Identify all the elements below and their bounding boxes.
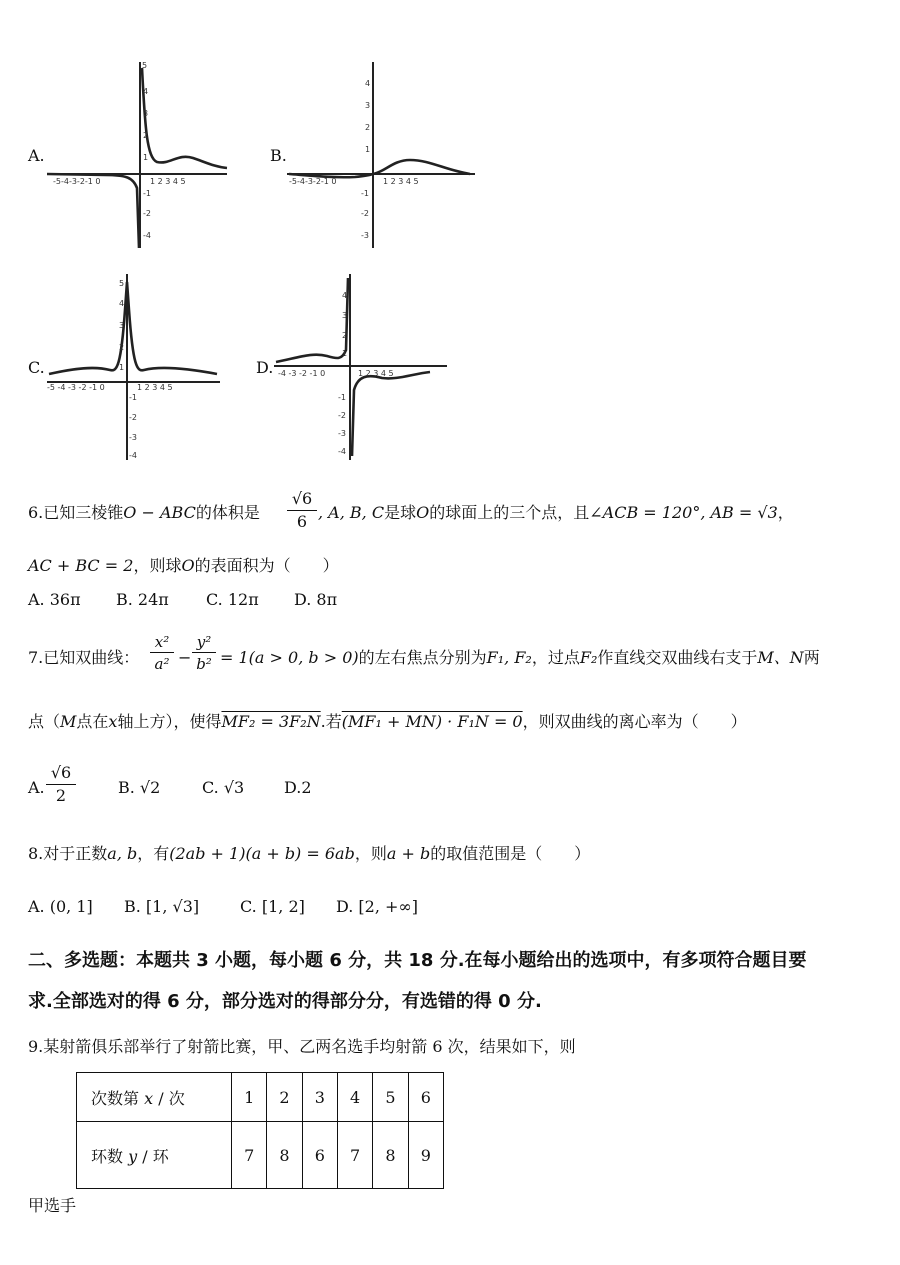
q8-option-b: B. [1, √3] xyxy=(124,897,200,916)
q7-text4: 两 xyxy=(803,648,820,667)
row-unit: / 环 xyxy=(142,1146,169,1166)
q7-line2 xyxy=(28,712,747,732)
svg-text:1: 1 xyxy=(119,363,125,372)
table-cell: 3 xyxy=(302,1073,337,1122)
q7-text3: 作直线交双曲线右支于 xyxy=(597,648,758,667)
q8-prefix: 8.对于正数 xyxy=(28,844,108,863)
svg-text:-1: -1 xyxy=(338,393,346,402)
section2-line2: 求.全部选对的得 6 分，部分选对的得部分分，有选错的得 0 分. xyxy=(28,991,542,1012)
q6-sum: AC + BC = 2 xyxy=(28,556,134,575)
q6-pyramid: O − ABC xyxy=(123,503,196,522)
svg-text:-1: -1 xyxy=(129,393,137,402)
q7-l2d: .若 xyxy=(320,712,342,731)
q7-b2: b² xyxy=(196,655,212,673)
head-label-text: 次数第 xyxy=(91,1088,140,1108)
table-row xyxy=(77,1122,444,1189)
q6-option-d: D. 8π xyxy=(294,590,338,609)
q8-end: 的取值范围是（ ） xyxy=(430,844,591,863)
table-cell: 4 xyxy=(337,1073,372,1122)
svg-text:-5-4-3-2-1 0: -5-4-3-2-1 0 xyxy=(53,177,101,186)
graph-d xyxy=(272,270,452,462)
q7-foci: F₁, F₂ xyxy=(486,648,532,667)
table-cell: 9 xyxy=(408,1122,443,1189)
table-cell: 5 xyxy=(373,1073,408,1122)
q7-minus: − xyxy=(178,648,192,667)
q7-line1-rest xyxy=(220,648,820,668)
q8-ab: a, b xyxy=(107,844,138,863)
q7-l2c: 轴上方），使得 xyxy=(117,712,222,731)
q7-eq-rest: = 1(a > 0, b > 0) xyxy=(220,648,359,667)
head-unit: / 次 xyxy=(158,1088,185,1108)
svg-text:-4: -4 xyxy=(338,447,346,456)
q7-option-c: C. √3 xyxy=(202,778,245,797)
q9-table xyxy=(76,1072,444,1189)
svg-text:-5-4-3-2-1 0: -5-4-3-2-1 0 xyxy=(289,177,337,186)
table-row-label xyxy=(77,1122,232,1189)
table-cell: 6 xyxy=(302,1122,337,1189)
q7-text2: ，过点 xyxy=(531,648,580,667)
svg-text:4: 4 xyxy=(342,291,348,300)
svg-text:4: 4 xyxy=(365,79,371,88)
q7-opt-a-den: 2 xyxy=(55,786,67,805)
svg-text:2: 2 xyxy=(342,331,348,340)
q6-angle: ∠ACB = 120°, AB = √3 xyxy=(589,503,778,522)
q7-frac-y xyxy=(192,632,216,675)
graph-c xyxy=(45,270,225,462)
option-c-label: C. xyxy=(28,358,45,377)
q7-l2b: 点在 xyxy=(76,712,109,731)
q8-line xyxy=(28,844,590,864)
q8-apb: a + b xyxy=(386,844,431,863)
q6-prefix: 6.已知三棱锥 xyxy=(28,503,124,522)
q7-l2a: 点（ xyxy=(28,712,61,731)
q6-after2: 的球面上的三个点，且 xyxy=(429,503,590,522)
q7-vec-dot: (MF₁ + MN) · F₁N = 0 xyxy=(341,712,523,731)
table-cell: 7 xyxy=(337,1122,372,1189)
q8-mid2: ，则 xyxy=(354,844,387,863)
q8-options xyxy=(28,897,418,917)
svg-text:3: 3 xyxy=(365,101,371,110)
q6-points: , A, B, C xyxy=(318,503,385,522)
table-cell: 1 xyxy=(232,1073,267,1122)
q6-sphere-2: O xyxy=(181,556,195,575)
q7-option-a-fraction xyxy=(46,762,76,807)
q6-text2: 的表面积为（ ） xyxy=(194,556,339,575)
q7-a2: a² xyxy=(154,655,170,673)
option-b-label: B. xyxy=(270,146,287,165)
q8-option-a: A. (0, 1] xyxy=(28,897,93,916)
svg-text:-1: -1 xyxy=(361,189,369,198)
table-row xyxy=(77,1073,444,1122)
svg-text:-2: -2 xyxy=(129,413,137,422)
option-a-label: A. xyxy=(28,146,45,165)
q9-caption: 甲选手 xyxy=(28,1196,77,1215)
q7-vec-eq: MF₂ = 3F₂N xyxy=(221,712,321,731)
table-cell: 7 xyxy=(232,1122,267,1189)
svg-text:5: 5 xyxy=(119,279,125,288)
row-label-text: 环数 xyxy=(91,1146,124,1166)
option-d-label: D. xyxy=(256,358,274,377)
q6-line1-rest xyxy=(318,503,794,523)
q6-end: ， xyxy=(777,503,794,522)
graph-b xyxy=(285,58,480,250)
table-cell: 6 xyxy=(408,1073,443,1122)
section2-line1: 二、多选题：本题共 3 小题，每小题 6 分，共 18 分.在每小题给出的选项中，有多项符合题目要 xyxy=(28,950,807,971)
svg-text:-4: -4 xyxy=(143,231,151,240)
q6-option-c: C. 12π xyxy=(206,590,259,609)
q8-option-c: C. [1, 2] xyxy=(240,897,305,916)
q9-text: 9.某射箭俱乐部举行了射箭比赛，甲、乙两名选手均射箭 6 次，结果如下，则 xyxy=(28,1037,576,1056)
q6-options xyxy=(28,590,337,610)
svg-text:3: 3 xyxy=(143,109,149,118)
q6-line1 xyxy=(28,503,260,523)
q7-option-a-label: A. xyxy=(28,778,45,797)
svg-text:-2: -2 xyxy=(361,209,369,218)
q6-text: ，则球 xyxy=(133,556,182,575)
svg-text:-4 -3 -2 -1 0: -4 -3 -2 -1 0 xyxy=(278,369,326,378)
table-cell: 8 xyxy=(267,1122,302,1189)
svg-text:-4: -4 xyxy=(129,451,137,460)
svg-text:-3: -3 xyxy=(129,433,137,442)
q6-option-a: A. 36π xyxy=(28,590,81,609)
svg-text:3: 3 xyxy=(119,321,125,330)
svg-text:5: 5 xyxy=(142,61,148,70)
q7-text1: 的左右焦点分别为 xyxy=(358,648,487,667)
q6-volume-fraction xyxy=(287,488,317,533)
row-var: y xyxy=(128,1146,138,1166)
table-head-label xyxy=(77,1073,232,1122)
q7-x2: x² xyxy=(150,632,174,653)
svg-text:2: 2 xyxy=(143,131,149,140)
svg-text:2: 2 xyxy=(365,123,371,132)
svg-text:4: 4 xyxy=(143,87,149,96)
q6-volume-num: √6 xyxy=(287,488,317,511)
svg-text:-3: -3 xyxy=(338,429,346,438)
graph-a xyxy=(45,58,235,250)
svg-text:-2: -2 xyxy=(143,209,151,218)
head-var: x xyxy=(144,1088,154,1108)
svg-text:-2: -2 xyxy=(338,411,346,420)
q6-after: 是球 xyxy=(384,503,417,522)
svg-text:1 2 3 4 5: 1 2 3 4 5 xyxy=(137,383,173,392)
q7-option-b: B. √2 xyxy=(118,778,161,797)
q6-mid: 的体积是 xyxy=(195,503,260,522)
svg-text:1: 1 xyxy=(365,145,371,154)
svg-text:1: 1 xyxy=(342,349,348,358)
q7-frac-x xyxy=(150,632,174,675)
svg-text:1: 1 xyxy=(143,153,149,162)
q7-xv: x xyxy=(108,712,118,731)
svg-text:-5 -4 -3 -2 -1 0: -5 -4 -3 -2 -1 0 xyxy=(47,383,105,392)
q8-mid: ，有 xyxy=(137,844,170,863)
q7-l2e: ，则双曲线的离心率为（ ） xyxy=(522,712,747,731)
svg-text:-1: -1 xyxy=(143,189,151,198)
svg-text:4: 4 xyxy=(119,299,125,308)
svg-text:1 2 3 4 5: 1 2 3 4 5 xyxy=(358,369,394,378)
q8-eq: (2ab + 1)(a + b) = 6ab xyxy=(169,844,355,863)
q6-sphere: O xyxy=(416,503,430,522)
svg-text:3: 3 xyxy=(342,311,348,320)
q7-f2: F₂ xyxy=(579,648,598,667)
q7-m: M xyxy=(60,712,77,731)
q6-volume-den: 6 xyxy=(296,512,308,531)
q7-opt-a-num: √6 xyxy=(46,762,76,785)
table-cell: 8 xyxy=(373,1122,408,1189)
q7-y2: y² xyxy=(192,632,216,653)
table-cell: 2 xyxy=(267,1073,302,1122)
q7-mn: M、N xyxy=(757,648,804,667)
q7-prefix: 7.已知双曲线： xyxy=(28,648,140,667)
q6-option-b: B. 24π xyxy=(116,590,169,609)
svg-text:1 2 3 4 5: 1 2 3 4 5 xyxy=(150,177,186,186)
svg-text:1 2 3 4 5: 1 2 3 4 5 xyxy=(383,177,419,186)
q8-option-d: D. [2, +∞] xyxy=(336,897,418,916)
svg-text:2: 2 xyxy=(119,343,125,352)
svg-text:-3: -3 xyxy=(361,231,369,240)
q7-option-d: D.2 xyxy=(284,778,312,797)
q6-line2 xyxy=(28,556,339,576)
